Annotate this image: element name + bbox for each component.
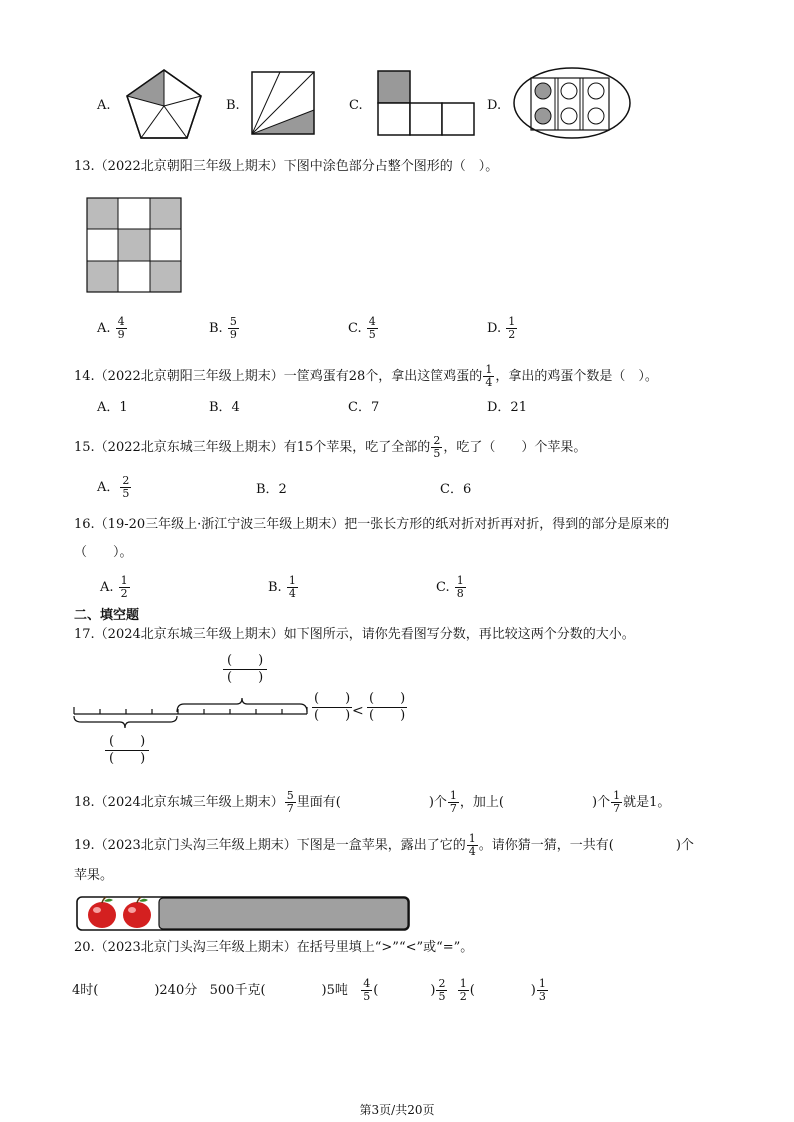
q16-question-line1: 16.（19-20三年级上·浙江宁波三年级上期末）把一张长方形的纸对折对折再对折，得到的部分是原来的	[74, 517, 670, 532]
q17-compare-left-blank[interactable]: $\frac{( )}{( )}$	[314, 691, 351, 723]
apple-box-figure	[76, 896, 411, 932]
q20-comparisons: 4时( )240分 500千克( )5吨 $\frac{4}{5}$ ( ) $\frac{2}{5}$ $\frac{1}{2}$ ( ) $\frac{1}{3}$	[72, 977, 546, 1003]
q12-option-d-label: D.	[487, 98, 502, 113]
q16-option-a: A. $\frac{1}{2}$	[100, 574, 128, 600]
q13-option-d: D. $\frac{1}{2}$	[487, 315, 516, 341]
q15-question: 15.（2022北京东城三年级上期末）有15个苹果，吃了全部的 $\frac{2}{5}$ ，吃了（ ）个苹果。	[74, 434, 587, 460]
q16-option-c: C. $\frac{1}{8}$	[436, 574, 464, 600]
square-triangles-figure	[250, 70, 316, 136]
q15-option-c: C．6	[440, 482, 472, 497]
q17-number-line	[72, 690, 312, 740]
q13-option-a: A. $\frac{4}{9}$	[97, 315, 125, 341]
q13-option-b: B. $\frac{5}{9}$	[209, 315, 237, 341]
q17-question: 17.（2024北京东城三年级上期末）如下图所示，请你先看图写分数，再比较这两个分数的大小。	[74, 627, 635, 642]
q14-option-b: B．4	[209, 400, 240, 415]
l-shape-squares-figure	[376, 69, 476, 137]
q15-option-b: B．2	[256, 482, 287, 497]
q12-option-b-label: B.	[226, 98, 240, 113]
q18-question: 18.（2024北京东城三年级上期末） $\frac{5}{7}$ 里面有( )个 $\frac{1}{7}$ ，加上( )个 $\frac{1}{7}$ 就是1。	[74, 789, 671, 815]
q12-option-c-label: C.	[349, 98, 363, 113]
q13-question: 13.（2022北京朝阳三年级上期末）下图中涂色部分占整个图形的（ ）。	[74, 159, 499, 174]
q14-option-a: A．1	[97, 400, 128, 415]
q13-option-c: C. $\frac{4}{5}$	[348, 315, 376, 341]
oval-circles-figure	[512, 66, 632, 140]
q16-question-line2: （ ）。	[74, 545, 133, 560]
page-footer: 第3页/共20页	[359, 1103, 435, 1117]
q14-question: 14.（2022北京朝阳三年级上期末）一筐鸡蛋有28个，拿出这筐鸡蛋的 $\frac{1}{4}$ ，拿出的鸡蛋个数是（ ）。	[74, 363, 658, 389]
q12-option-a-label: A.	[97, 98, 111, 113]
q19-question-line2: 苹果。	[74, 868, 114, 883]
q14-option-d: D．21	[487, 400, 527, 415]
q17-bottom-fraction-blank[interactable]: $\frac{( )}{( )}$	[104, 734, 150, 767]
q14-option-c: C．7	[348, 400, 380, 415]
q19-question: 19.（2023北京门头沟三年级上期末）下图是一盒苹果，露出了它的 $\frac{1}{4}$ 。请你猜一猜，一共有( )个	[74, 832, 694, 858]
section-title-fill-in: 二、填空题	[74, 608, 140, 623]
q17-less-than-sign: <	[352, 703, 364, 719]
pentagon-figure	[124, 68, 204, 140]
q16-option-b: B. $\frac{1}{4}$	[268, 574, 296, 600]
q20-question: 20.（2023北京门头沟三年级上期末）在括号里填上“>”“<”或“=”。	[74, 940, 474, 955]
grid-3x3-figure	[86, 197, 183, 294]
q17-top-fraction-blank[interactable]: $\frac{( )}{( )}$	[222, 653, 268, 686]
q15-option-a: A． $\frac{2}{5}$	[97, 474, 130, 500]
q17-compare-right-blank[interactable]: $\frac{( )}{( )}$	[369, 691, 406, 723]
